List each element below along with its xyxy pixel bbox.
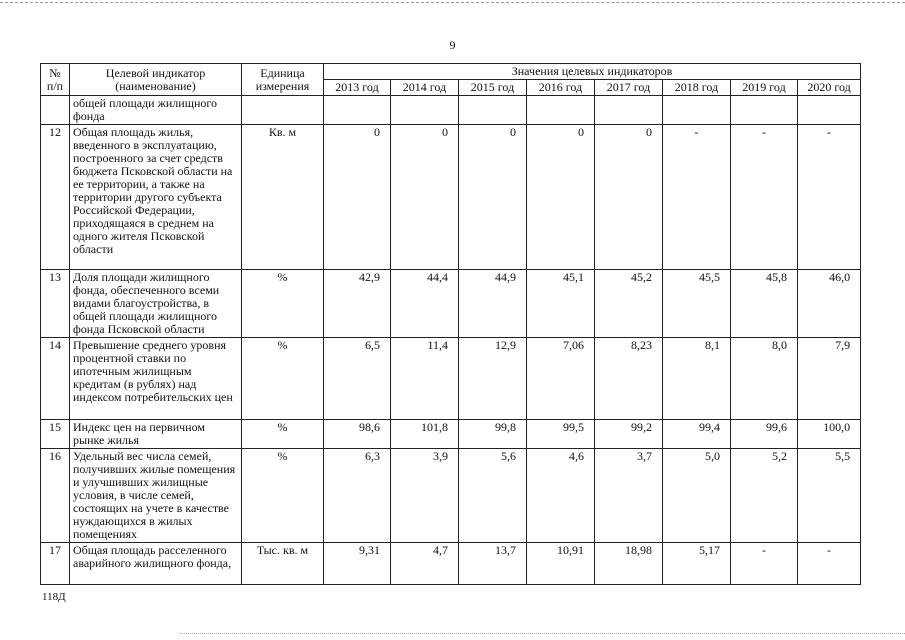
row-value: 99,2 [595, 420, 663, 449]
row-value: 98,6 [324, 420, 391, 449]
table-row [41, 270, 861, 338]
row-value: 5,5 [798, 449, 861, 543]
header-year: 2019 год [731, 80, 798, 96]
row-value: - [731, 125, 798, 270]
row-value: 46,0 [798, 270, 861, 338]
header-year: 2016 год [527, 80, 595, 96]
row-value: 99,8 [459, 420, 527, 449]
header-year: 2017 год [595, 80, 663, 96]
row-value: 5,17 [663, 543, 731, 585]
row-value: 5,6 [459, 449, 527, 543]
table-row [41, 449, 861, 543]
row-value: 4,7 [391, 543, 459, 585]
row-value: 18,98 [595, 543, 663, 585]
row-name: Общая площадь жилья, введенного в эксплуатацию, построенного за счет средств бюджета Псковской области на ее территории, а также на территории другого субъекта Российской Федерации, приходящаяся в среднем на одного жителя Псковской области [70, 125, 242, 270]
row-value: 5,2 [731, 449, 798, 543]
header-values-group: Значения целевых индикаторов [324, 64, 861, 80]
row-value: 9,31 [324, 543, 391, 585]
row-unit: Тыс. кв. м [242, 543, 324, 585]
header-year: 2014 год [391, 80, 459, 96]
row-value: 0 [459, 125, 527, 270]
row-value: - [798, 543, 861, 585]
row-name: Удельный вес числа семей, получивших жилые помещения и улучшивших жилищные условия, в числе семей, состоящих на учете в качестве нуждающихся в жилых помещениях [70, 449, 242, 543]
table-row [41, 338, 861, 420]
row-value: 99,5 [527, 420, 595, 449]
header-year: 2018 год [663, 80, 731, 96]
row-value: 3,9 [391, 449, 459, 543]
row-value: 6,3 [324, 449, 391, 543]
row-num [41, 96, 70, 125]
row-num: 17 [41, 543, 70, 585]
header-unit: Единица измерения [242, 64, 324, 96]
row-value: 45,5 [663, 270, 731, 338]
row-value: 45,2 [595, 270, 663, 338]
row-value: 7,06 [527, 338, 595, 420]
row-unit [242, 96, 324, 125]
row-value: 0 [527, 125, 595, 270]
row-value: 99,6 [731, 420, 798, 449]
row-value: 10,91 [527, 543, 595, 585]
row-value: 4,6 [527, 449, 595, 543]
row-value: 7,9 [798, 338, 861, 420]
indicators-table [40, 63, 861, 585]
row-unit: % [242, 270, 324, 338]
row-value: 42,9 [324, 270, 391, 338]
row-unit: % [242, 338, 324, 420]
row-unit: % [242, 420, 324, 449]
row-name: Общая площадь расселенного аварийного жилищного фонда, [70, 543, 242, 585]
row-num: 13 [41, 270, 70, 338]
row-value: 44,4 [391, 270, 459, 338]
row-value: - [798, 125, 861, 270]
row-value: 8,23 [595, 338, 663, 420]
row-value: 8,1 [663, 338, 731, 420]
header-year: 2020 год [798, 80, 861, 96]
row-value: 45,8 [731, 270, 798, 338]
row-value: - [731, 543, 798, 585]
row-unit: % [242, 449, 324, 543]
header-num: № п/п [41, 64, 70, 96]
row-num: 14 [41, 338, 70, 420]
table-row [41, 420, 861, 449]
row-name: Превышение среднего уровня процентной ставки по ипотечным жилищным кредитам (в рублях) над индексом потребительских цен [70, 338, 242, 420]
row-name: Доля площади жилищного фонда, обеспеченного всеми видами благоустройства, в общей площади жилищного фонда Псковской области [70, 270, 242, 338]
row-num: 15 [41, 420, 70, 449]
table-row [41, 125, 861, 270]
row-value: 8,0 [731, 338, 798, 420]
row-value: 0 [324, 125, 391, 270]
table-row [41, 543, 861, 585]
row-value: 0 [391, 125, 459, 270]
row-value: 99,4 [663, 420, 731, 449]
row-value: 12,9 [459, 338, 527, 420]
row-value: 45,1 [527, 270, 595, 338]
header-name: Целевой индикатор (наименование) [70, 64, 242, 96]
row-value: 3,7 [595, 449, 663, 543]
row-value: 101,8 [391, 420, 459, 449]
row-value: 0 [595, 125, 663, 270]
row-value: 5,0 [663, 449, 731, 543]
table-row-continuation [41, 96, 861, 125]
row-num: 12 [41, 125, 70, 270]
header-year: 2013 год [324, 80, 391, 96]
scan-edge-bottom [180, 633, 905, 634]
header-year: 2015 год [459, 80, 527, 96]
scan-edge-top [0, 2, 905, 3]
page-number: 9 [449, 38, 456, 52]
row-value: - [663, 125, 731, 270]
row-value: 44,9 [459, 270, 527, 338]
row-name: общей площади жилищного фонда [70, 96, 242, 125]
row-value: 11,4 [391, 338, 459, 420]
document-code: 118Д [42, 591, 66, 603]
row-value: 13,7 [459, 543, 527, 585]
row-value: 100,0 [798, 420, 861, 449]
row-value: 6,5 [324, 338, 391, 420]
row-name: Индекс цен на первичном рынке жилья [70, 420, 242, 449]
row-num: 16 [41, 449, 70, 543]
row-unit: Кв. м [242, 125, 324, 270]
